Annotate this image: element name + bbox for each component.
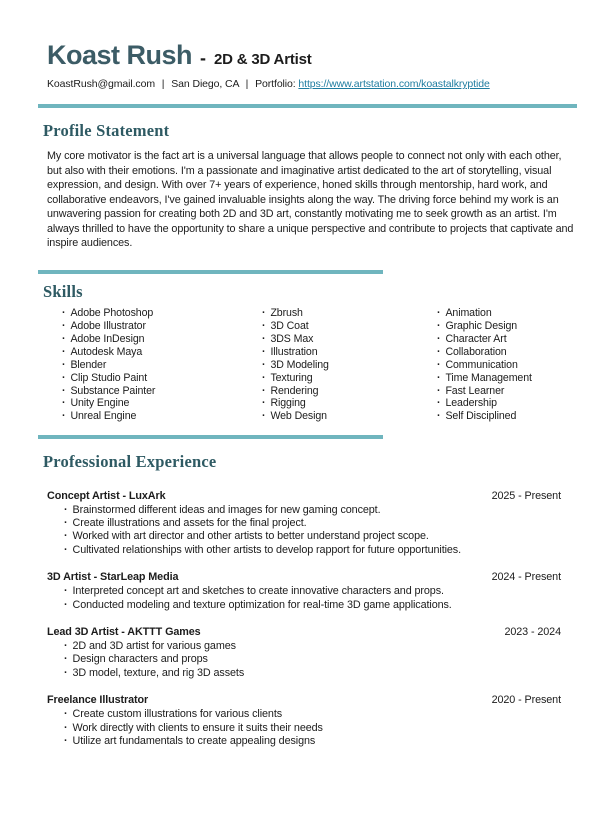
job-header <box>47 490 577 503</box>
skill-item: · Unreal Engine <box>62 410 262 423</box>
resume-page <box>0 42 612 834</box>
job-bullet-list <box>64 640 577 680</box>
job-entry <box>38 490 577 558</box>
skill-item: · Web Design <box>262 410 437 423</box>
job-dates: 2023 - 2024 <box>504 626 561 639</box>
job-list <box>38 490 577 749</box>
contact-separator: | <box>245 78 249 90</box>
skill-item: · Adobe Photoshop <box>62 307 262 320</box>
job-bullet: · 2D and 3D artist for various games <box>64 640 577 653</box>
skills-heading: Skills <box>43 281 83 301</box>
job-entry <box>38 626 577 680</box>
profile-section <box>38 122 577 251</box>
skill-item: · Adobe InDesign <box>62 333 262 346</box>
job-bullet-list <box>64 585 577 612</box>
job-bullet: · Conducted modeling and texture optimization for real-time 3D game applications. <box>64 599 577 612</box>
skill-item: · Fast Learner <box>437 385 577 398</box>
job-entry <box>38 571 577 612</box>
job-dates: 2020 - Present <box>491 694 561 707</box>
location-text: San Diego, CA <box>171 78 239 90</box>
job-header <box>47 626 577 639</box>
skill-item: · Autodesk Maya <box>62 346 262 359</box>
contact-line <box>47 77 577 91</box>
email-text: KoastRush@gmail.com <box>47 78 155 90</box>
skills-section <box>38 270 577 439</box>
profile-heading: Profile Statement <box>43 121 170 140</box>
person-name: Koast Rush <box>47 40 193 70</box>
skill-item: · Leadership <box>437 397 577 410</box>
skill-item: · Self Disciplined <box>437 410 577 423</box>
job-bullet: · Work directly with clients to ensure it suits their needs <box>64 722 577 735</box>
job-title: 3D Artist - StarLeap Media <box>47 571 179 584</box>
portfolio-link[interactable]: https://www.artstation.com/koastalkryptide <box>298 78 490 90</box>
skills-column-2 <box>262 307 437 423</box>
skill-item: · Collaboration <box>437 346 577 359</box>
skill-item: · Zbrush <box>262 307 437 320</box>
job-entry <box>38 694 577 748</box>
skill-item: · Communication <box>437 359 577 372</box>
header-divider <box>38 104 577 108</box>
job-bullet: · Create illustrations and assets for the final project. <box>64 517 577 530</box>
skill-item: · Substance Painter <box>62 385 262 398</box>
skill-item: · Blender <box>62 359 262 372</box>
skill-item: · Animation <box>437 307 577 320</box>
header <box>38 42 577 108</box>
job-header <box>47 694 577 707</box>
job-header <box>47 571 577 584</box>
portfolio-label: Portfolio: <box>255 78 296 90</box>
job-title: Concept Artist - LuxArk <box>47 489 166 502</box>
job-title: Freelance Illustrator <box>47 694 149 707</box>
experience-heading: Professional Experience <box>43 452 217 472</box>
job-bullet: · Utilize art fundamentals to create appealing designs <box>64 735 577 748</box>
skill-item: · Rigging <box>262 397 437 410</box>
name-row <box>47 42 577 69</box>
person-title: 2D & 3D Artist <box>214 51 312 68</box>
skill-item: · Clip Studio Paint <box>62 372 262 385</box>
job-bullet: · Interpreted concept art and sketches to create innovative characters and props. <box>64 585 577 598</box>
skills-divider-top <box>38 270 383 274</box>
job-bullet: · Worked with art director and other artists to better understand project scope. <box>64 530 577 543</box>
experience-section <box>38 453 577 748</box>
skills-divider-bottom <box>38 435 383 439</box>
skill-item: · Adobe Illustrator <box>62 320 262 333</box>
skill-item: · Time Management <box>437 372 577 385</box>
job-bullet: · Cultivated relationships with other artists to develop rapport for future opportunities. <box>64 544 577 557</box>
skills-column-1 <box>62 307 262 423</box>
skill-item: · Character Art <box>437 333 577 346</box>
job-dates: 2025 - Present <box>491 489 561 502</box>
contact-separator: | <box>161 78 165 90</box>
skills-columns <box>62 307 577 423</box>
job-dates: 2024 - Present <box>491 571 561 584</box>
job-bullet: · Brainstormed different ideas and images for new gaming concept. <box>64 504 577 517</box>
job-bullet: · Design characters and props <box>64 653 577 666</box>
skill-item: · 3D Modeling <box>262 359 437 372</box>
job-bullet: · 3D model, texture, and rig 3D assets <box>64 667 577 680</box>
job-bullet-list <box>64 708 577 748</box>
job-title: Lead 3D Artist - AKTTT Games <box>47 626 201 639</box>
skill-item: · Unity Engine <box>62 397 262 410</box>
skill-item: · Texturing <box>262 372 437 385</box>
job-bullet-list <box>64 504 577 558</box>
skill-item: · 3DS Max <box>262 333 437 346</box>
profile-body: My core motivator is the fact art is a universal language that allows people to connect not only with each other, but also with their emotions. I'm a passionate and imaginative artist dedicated to the art of storytelling, visual expression, and design. With over 7+ years of experience, honed skills through mentorship, hard work, and collaborative endeavors, I've gained invaluable insights along the way. The driving force behind my work is an unwavering passion for creating both 2D and 3D art, constantly motivating me to seek growth as an artist. I'm always thrilled to have the opportunity to share a unique perspective and contribute to projects that captivate and inspire audiences. <box>47 150 574 250</box>
skill-item: · Graphic Design <box>437 320 577 333</box>
title-separator: - <box>200 48 207 68</box>
skills-column-3 <box>437 307 577 423</box>
job-bullet: · Create custom illustrations for various clients <box>64 708 577 721</box>
skill-item: · Illustration <box>262 346 437 359</box>
skill-item: · Rendering <box>262 385 437 398</box>
skill-item: · 3D Coat <box>262 320 437 333</box>
